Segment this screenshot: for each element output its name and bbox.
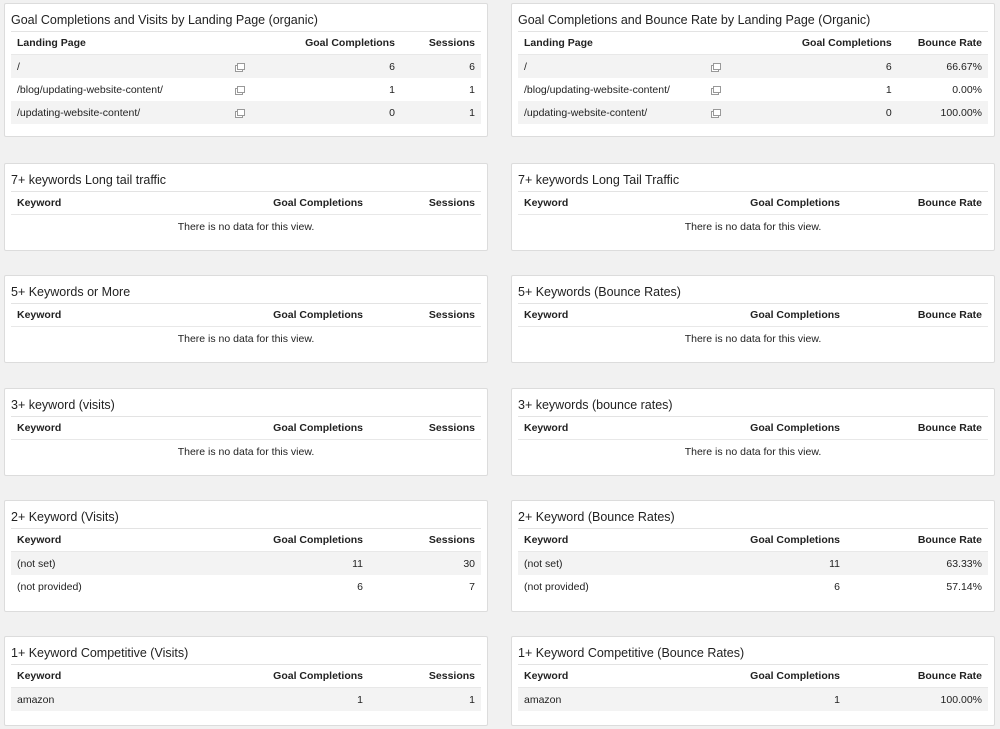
cell-landing-page: /updating-website-content/ — [11, 101, 229, 124]
column-header-sessions[interactable]: Sessions — [369, 529, 481, 552]
column-header-bounce-rate[interactable]: Bounce Rate — [846, 665, 988, 688]
column-header-keyword[interactable]: Keyword — [11, 304, 223, 327]
data-table — [518, 665, 988, 711]
widget-5-keywords-visits — [4, 275, 488, 363]
data-table — [518, 304, 988, 327]
widget-title: 1+ Keyword Competitive (Visits) — [11, 637, 481, 665]
column-header-bounce-rate[interactable]: Bounce Rate — [846, 192, 988, 215]
cell-sessions: 1 — [369, 688, 481, 712]
cell-bounce-rate: 100.00% — [846, 688, 988, 712]
column-header-spacer — [705, 32, 777, 55]
widget-2-keyword-visits — [4, 500, 488, 612]
column-header-sessions[interactable]: Sessions — [369, 192, 481, 215]
cell-bounce-rate: 66.67% — [898, 55, 988, 79]
column-header-keyword[interactable]: Keyword — [11, 192, 223, 215]
table-header-row — [518, 304, 988, 327]
column-header-goal-completions[interactable]: Goal Completions — [730, 529, 846, 552]
cell-landing-page: /updating-website-content/ — [518, 101, 705, 124]
table-row — [518, 55, 988, 79]
widget-2-keyword-bounce — [511, 500, 995, 612]
column-header-keyword[interactable]: Keyword — [518, 529, 730, 552]
table-header-row — [518, 665, 988, 688]
column-header-keyword[interactable]: Keyword — [518, 304, 730, 327]
open-page-cell[interactable] — [229, 101, 261, 124]
table-row — [11, 101, 481, 124]
table-header-row — [518, 32, 988, 55]
table-header-row — [11, 304, 481, 327]
widget-title: 5+ Keywords or More — [11, 276, 481, 304]
widget-title: 2+ Keyword (Visits) — [11, 501, 481, 529]
cell-keyword: amazon — [11, 688, 223, 712]
column-header-goal-completions[interactable]: Goal Completions — [730, 417, 846, 440]
open-in-new-window-icon[interactable] — [235, 86, 244, 94]
no-data-message: There is no data for this view. — [684, 446, 822, 458]
table-row — [11, 575, 481, 598]
cell-sessions: 6 — [401, 55, 481, 79]
widget-1-keyword-bounce — [511, 636, 995, 726]
cell-landing-page: /blog/updating-website-content/ — [17, 83, 163, 96]
cell-bounce-rate: 57.14% — [946, 580, 982, 593]
widget-title: 2+ Keyword (Bounce Rates) — [518, 501, 988, 529]
table-header-row — [11, 192, 481, 215]
data-table — [518, 417, 988, 440]
open-page-cell[interactable] — [705, 101, 777, 124]
widget-landing-page-bounce-rate — [511, 3, 995, 137]
cell-sessions: 1 — [401, 101, 481, 124]
widget-title: 7+ keywords Long tail traffic — [11, 164, 481, 192]
column-header-goal-completions[interactable]: Goal Completions — [261, 32, 401, 55]
column-header-keyword[interactable]: Keyword — [518, 417, 730, 440]
cell-keyword: amazon — [518, 688, 730, 712]
column-header-goal-completions[interactable]: Goal Completions — [730, 665, 846, 688]
cell-keyword: (not provided) — [17, 580, 82, 593]
cell-bounce-rate: 63.33% — [846, 552, 988, 576]
table-header-row — [518, 529, 988, 552]
cell-sessions: 7 — [469, 580, 475, 593]
cell-landing-page: / — [518, 55, 705, 79]
data-table — [11, 304, 481, 327]
data-table — [518, 192, 988, 215]
table-header-row — [11, 417, 481, 440]
cell-goal-completions: 6 — [261, 55, 401, 79]
table-header-row — [518, 417, 988, 440]
open-page-cell[interactable] — [229, 78, 261, 101]
cell-goal-completions: 11 — [223, 552, 369, 576]
open-in-new-window-icon[interactable] — [711, 109, 720, 117]
column-header-goal-completions[interactable]: Goal Completions — [223, 417, 369, 440]
table-row — [518, 688, 988, 712]
column-header-sessions[interactable]: Sessions — [369, 417, 481, 440]
widget-title: 7+ keywords Long Tail Traffic — [518, 164, 988, 192]
table-row — [11, 55, 481, 79]
no-data-message: There is no data for this view. — [684, 333, 822, 345]
table-row — [518, 101, 988, 124]
column-header-bounce-rate[interactable]: Bounce Rate — [846, 417, 988, 440]
cell-sessions: 30 — [369, 552, 481, 576]
data-table — [11, 665, 481, 711]
open-page-cell[interactable] — [705, 55, 777, 79]
cell-goal-completions: 0 — [261, 101, 401, 124]
column-header-keyword[interactable]: Keyword — [11, 417, 223, 440]
data-table — [11, 192, 481, 215]
column-header-goal-completions[interactable]: Goal Completions — [730, 192, 846, 215]
open-page-cell[interactable] — [705, 78, 777, 101]
widget-title: 1+ Keyword Competitive (Bounce Rates) — [518, 637, 988, 665]
cell-goal-completions: 6 — [777, 55, 898, 79]
table-row — [11, 688, 481, 712]
cell-bounce-rate: 100.00% — [898, 101, 988, 124]
cell-keyword: (not set) — [11, 552, 223, 576]
table-header-row — [11, 529, 481, 552]
widget-title: 5+ Keywords (Bounce Rates) — [518, 276, 988, 304]
cell-goal-completions: 0 — [777, 101, 898, 124]
column-header-sessions[interactable]: Sessions — [401, 32, 481, 55]
table-row — [518, 552, 988, 576]
column-header-goal-completions[interactable]: Goal Completions — [223, 192, 369, 215]
column-header-keyword[interactable]: Keyword — [11, 665, 223, 688]
column-header-keyword[interactable]: Keyword — [11, 529, 223, 552]
open-page-cell[interactable] — [229, 55, 261, 79]
table-row — [11, 552, 481, 576]
widget-title: 3+ keywords (bounce rates) — [518, 389, 988, 417]
widget-title: 3+ keyword (visits) — [11, 389, 481, 417]
no-data-message: There is no data for this view. — [177, 446, 315, 458]
no-data-message: There is no data for this view. — [177, 221, 315, 233]
data-table — [518, 529, 988, 598]
open-in-new-window-icon[interactable] — [711, 63, 720, 71]
widget-5-keywords-bounce — [511, 275, 995, 363]
no-data-message: There is no data for this view. — [684, 221, 822, 233]
column-header-goal-completions[interactable]: Goal Completions — [730, 304, 846, 327]
cell-goal-completions: 1 — [389, 83, 395, 96]
widget-3-keywords-visits — [4, 388, 488, 476]
column-header-bounce-rate[interactable]: Bounce Rate — [898, 32, 988, 55]
cell-landing-page: / — [11, 55, 229, 79]
column-header-goal-completions[interactable]: Goal Completions — [777, 32, 898, 55]
widget-title: Goal Completions and Visits by Landing Page (organic) — [11, 4, 481, 32]
open-in-new-window-icon[interactable] — [235, 109, 244, 117]
column-header-bounce-rate[interactable]: Bounce Rate — [846, 529, 988, 552]
cell-bounce-rate: 0.00% — [952, 83, 982, 96]
column-header-goal-completions[interactable]: Goal Completions — [223, 665, 369, 688]
column-header-landing-page[interactable]: Landing Page — [518, 32, 705, 55]
table-row — [518, 575, 988, 598]
open-in-new-window-icon[interactable] — [235, 63, 244, 71]
widget-7-keywords-bounce — [511, 163, 995, 251]
data-table — [11, 417, 481, 440]
data-table — [518, 32, 988, 124]
cell-goal-completions: 1 — [885, 83, 892, 96]
no-data-message: There is no data for this view. — [177, 333, 315, 345]
table-header-row — [518, 192, 988, 215]
table-row — [518, 78, 988, 101]
widget-1-keyword-visits — [4, 636, 488, 726]
data-table — [11, 529, 481, 598]
cell-goal-completions: 6 — [834, 580, 840, 593]
cell-goal-completions: 1 — [730, 688, 846, 712]
widget-7-keywords-visits — [4, 163, 488, 251]
column-header-goal-completions[interactable]: Goal Completions — [223, 529, 369, 552]
table-header-row — [11, 32, 481, 55]
column-header-sessions[interactable]: Sessions — [369, 304, 481, 327]
cell-sessions: 1 — [469, 83, 475, 96]
column-header-spacer — [229, 32, 261, 55]
widget-landing-page-visits — [4, 3, 488, 137]
cell-goal-completions: 6 — [357, 580, 363, 593]
data-table — [11, 32, 481, 124]
column-header-keyword[interactable]: Keyword — [518, 192, 730, 215]
table-row — [11, 78, 481, 101]
column-header-keyword[interactable]: Keyword — [518, 665, 730, 688]
column-header-goal-completions[interactable]: Goal Completions — [223, 304, 369, 327]
column-header-landing-page[interactable]: Landing Page — [11, 32, 229, 55]
widget-3-keywords-bounce — [511, 388, 995, 476]
cell-goal-completions: 11 — [730, 552, 846, 576]
cell-keyword: (not provided) — [524, 580, 589, 593]
column-header-sessions[interactable]: Sessions — [369, 665, 481, 688]
cell-landing-page: /blog/updating-website-content/ — [524, 83, 670, 96]
cell-keyword: (not set) — [518, 552, 730, 576]
table-header-row — [11, 665, 481, 688]
widget-title: Goal Completions and Bounce Rate by Landing Page (Organic) — [518, 4, 988, 32]
open-in-new-window-icon[interactable] — [711, 86, 720, 94]
cell-goal-completions: 1 — [223, 688, 369, 712]
column-header-bounce-rate[interactable]: Bounce Rate — [846, 304, 988, 327]
